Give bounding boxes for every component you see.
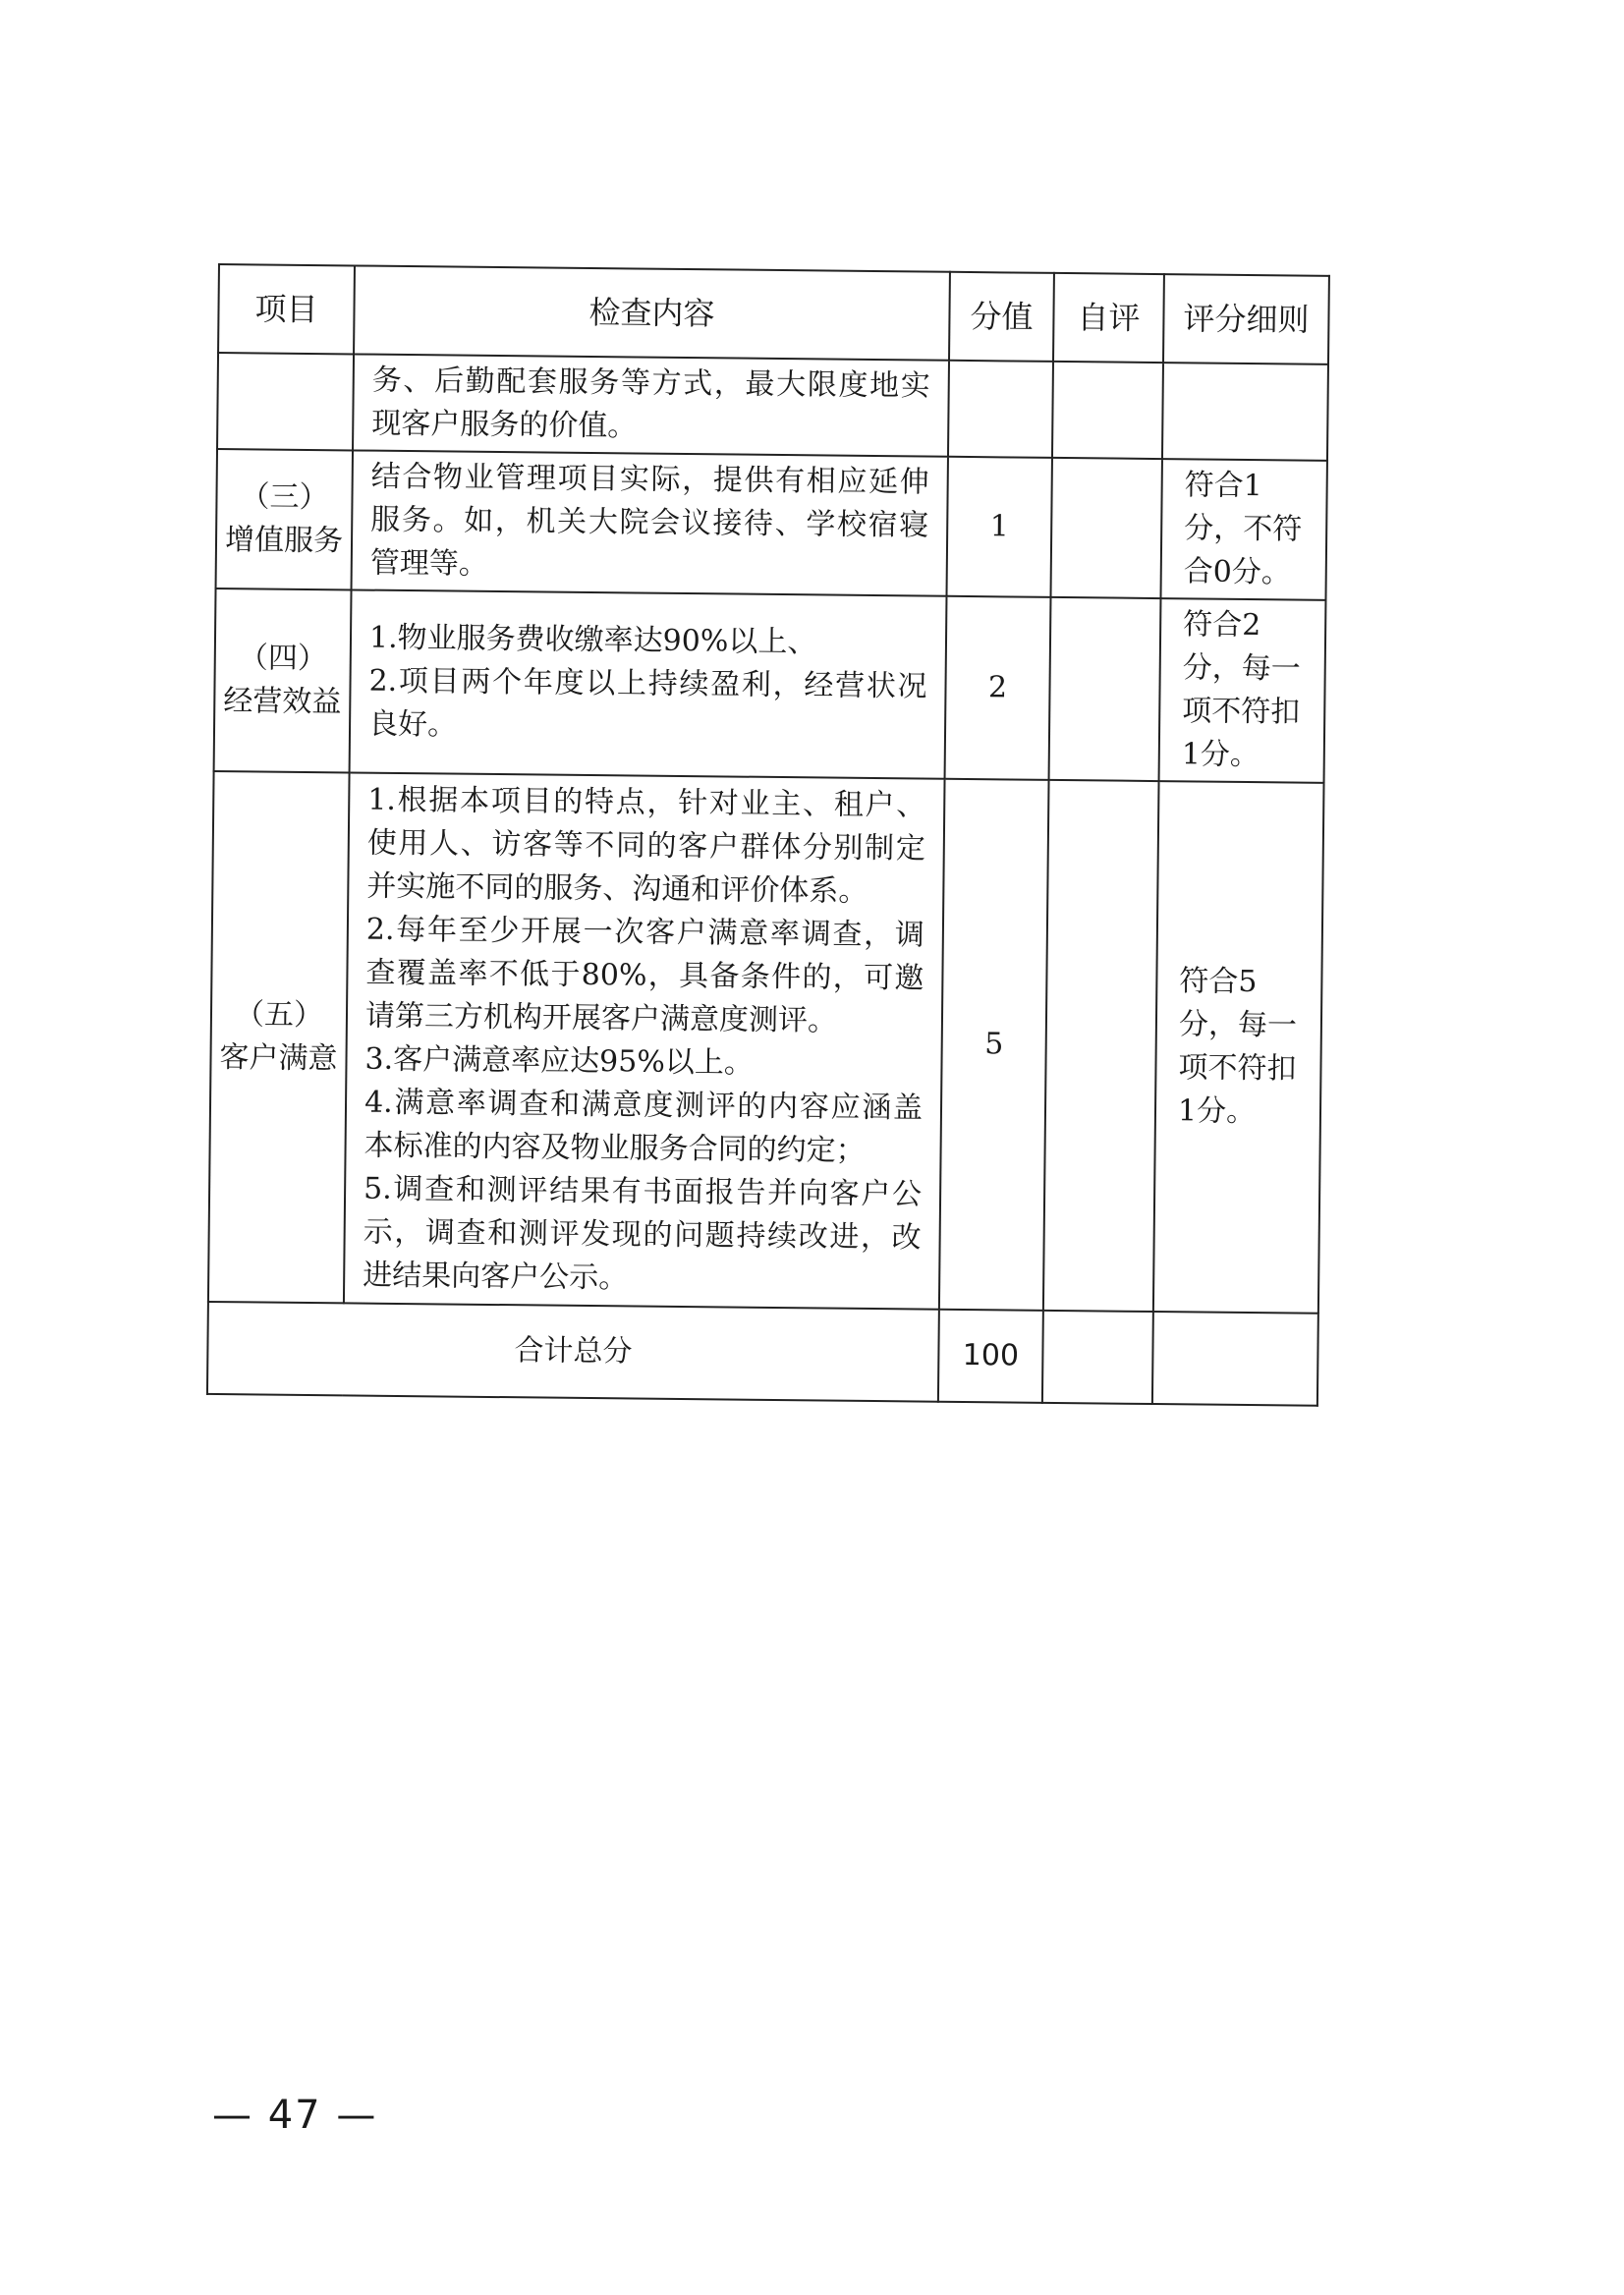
row-self-eval [1052, 362, 1163, 459]
row-detail: 符合2分，每一项不符扣1分。 [1159, 598, 1326, 783]
total-row [207, 1302, 1318, 1406]
total-detail [1152, 1312, 1318, 1406]
table-row [208, 771, 1324, 1314]
page-number: — 47 — [212, 2093, 378, 2138]
header-content: 检查内容 [354, 265, 950, 360]
row-score: 2 [945, 596, 1051, 780]
header-item: 项目 [218, 264, 355, 354]
row-score [948, 361, 1053, 458]
row-detail: 符合5分，每一项不符扣1分。 [1153, 781, 1324, 1314]
table-row [217, 353, 1328, 461]
row-self-eval [1049, 597, 1161, 781]
header-self-eval: 自评 [1053, 273, 1164, 363]
total-self-eval [1042, 1311, 1153, 1404]
header-score: 分值 [949, 272, 1054, 362]
row-score: 1 [946, 457, 1051, 597]
table-row [214, 588, 1326, 783]
scoring-table [206, 263, 1330, 1407]
row-content: 务、后勤配套服务等方式，最大限度地实现客户服务的价值。 [353, 354, 949, 456]
row-item: （三） 增值服务 [216, 449, 353, 589]
row-detail [1162, 363, 1328, 461]
row-item: （五） 客户满意 [208, 771, 350, 1303]
row-self-eval [1043, 780, 1159, 1312]
row-item: （四） 经营效益 [214, 588, 352, 772]
header-detail: 评分细则 [1163, 274, 1329, 364]
row-score: 5 [939, 779, 1049, 1311]
row-content: 1.根据本项目的特点，针对业主、租户、使用人、访客等不同的客户群体分别制定并实施不同的服务、沟通和评价体系。 2.每年至少开展一次客户满意率调查，调查覆盖率不低于80%，具备条件的，可邀请第三方机构开展客户满意度测评。 3.客户满意率应达95%以上。 4.满意率调查和满意度测评的内容应涵盖本标准的内容及物业服务合同的约定； 5.调查和测评结果有书面报告并向客户公示，调查和测评发现的问题持续改进，改进结果向客户公示。 [344, 772, 945, 1309]
row-detail: 符合1分，不符合0分。 [1160, 459, 1326, 600]
table-header-row [218, 264, 1329, 364]
total-score: 100 [938, 1310, 1043, 1403]
table-row [216, 449, 1327, 600]
row-item [217, 353, 354, 450]
total-label: 合计总分 [207, 1302, 939, 1402]
row-self-eval [1050, 458, 1161, 598]
row-content: 1.物业服务费收缴率达90%以上、 2.项目两个年度以上持续盈利，经营状况良好。 [350, 589, 947, 778]
row-content: 结合物业管理项目实际，提供有相应延伸服务。如，机关大院会议接待、学校宿寝管理等。 [352, 450, 948, 595]
